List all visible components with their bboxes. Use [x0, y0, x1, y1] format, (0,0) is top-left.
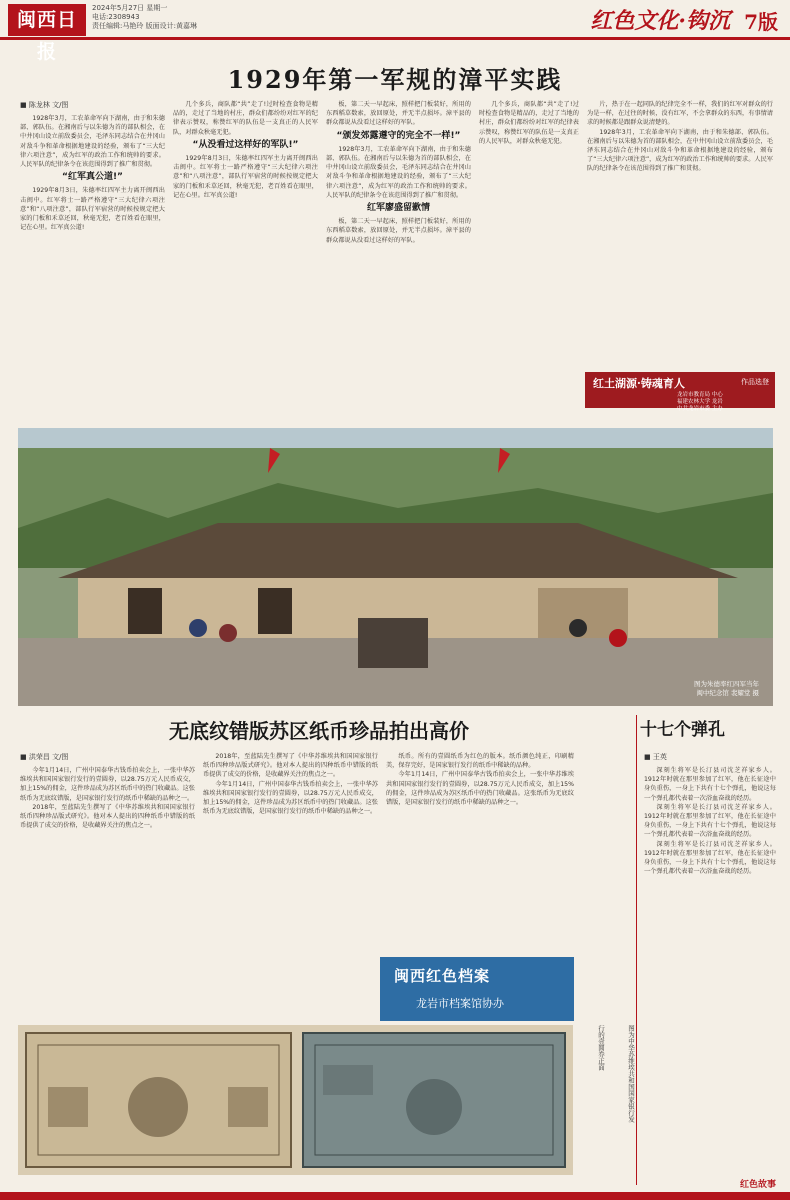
editor-line: 责任编辑:马艳玲 版面设计:黄嘉琳 [92, 22, 197, 30]
article2-column-2 [203, 752, 378, 1017]
photo-caption-line-2: 闽中纪念馆 裴耀堂 摄 [696, 689, 759, 697]
phone-line: 电话:2308943 [92, 13, 140, 21]
article1-text-6: 片，热于在一起同队的纪律完全不一样，我们的红军对群众的行为是一样，在过往的时候，没有红军，不会拿群众的东西，有事情请求的时候都是跟群众说清楚的。 [587, 101, 773, 127]
article1-column-4 [479, 100, 579, 414]
article1-subhead-4: 红军廖盛留歉情 [366, 203, 430, 214]
article1-column-3 [326, 100, 471, 414]
banknote-caption-1: 行的壹圆券正面 [597, 1025, 605, 1071]
article2-column-3 [386, 752, 574, 952]
series-banner [585, 372, 775, 412]
photo-caption [694, 680, 759, 698]
paper-logo: 闽西日报 [8, 4, 86, 36]
article2-text-1b: 2018年，至蓝陆先生撰写了《中华苏维埃共和国国家银行纸币四种珍品版式研究》。他对本人提出的四种纸币中错版的纸币提供了成交的价格，是收藏界关注的焦点之一。 [20, 803, 195, 830]
article1-text-6b: 1928年3月，工农革命军向下湖南，由于和朱德部、郭队伍。在湘南后与以朱德为首的部队相会，在中井冈山设立前敌委员会，毛泽东同志结合在井冈山对敌斗争和革命根据地建设的经验，颁布了“三大纪律六项注意”，成为红军的政治工作和统帅的要求。人民军队的纪律条令在该范围得到了推广和贯彻。 [587, 128, 773, 173]
article3-headline: 十七个弹孔 [640, 720, 725, 740]
article2-text-3: 纸币。所有的壹圆纸币为红色的版本。纸币颜色纯正，印刷精美，保存完好，是国家银行发行的纸币中稀缺的品种。 [386, 753, 574, 770]
banknote-illustration [18, 1025, 573, 1175]
article1-text-4: 板，第二天一早起床，照样把门板装好，所用的东西稻草数索，放回原处，并无半点损坏。漳平县的群众都说从没看过这样好的军队。 [326, 101, 471, 127]
article1-column-1 [20, 114, 165, 414]
article3-text-2: 深刻生将军是长汀县司沈芝祥家乡人。1912年时就在那里参加了红军，他在长征途中身负重伤，一身上下共有十七个弹孔，他说这每一个弹孔都代表着一次浴血奋战的经历。 [644, 803, 776, 839]
article1-text-2: 1929年8月3日，朱德率红四军主力离开闽西出击闽中。红军将士一路严格遵守“三大纪律六项注意”和“八项注意”，部队行军宿营的时候按规定把大家的门板和禾草还回，秋毫无犯，老百姓看在眼里，记在心里。红军真公道! [20, 187, 165, 232]
article2-text-2: 2018年，至蓝陆先生撰写了《中华苏维埃共和国国家银行纸币四种珍品版式研究》。他对本人提出的四种纸币中错版的纸币提供了成交的价格，是收藏界关注的焦点之一。 [203, 753, 378, 779]
archive-sub: 龙岩市档案馆协办 [416, 997, 504, 1010]
article3-body [644, 766, 776, 1161]
section-title: 红色文化·钩沉 [590, 8, 730, 34]
page-number: 7版 [744, 10, 778, 34]
banner-sponsor-3: 中共龙岩市委 主办 [677, 406, 723, 412]
column-divider [636, 715, 637, 1185]
archive-box [380, 957, 574, 1021]
article3-byline: ■ 王英 [644, 753, 667, 761]
article2-headline: 无底纹错版苏区纸币珍品拍出高价 [169, 719, 469, 743]
red-story-tag: 红色故事 [739, 1180, 776, 1190]
article1-text-3b: 1929年8月3日，朱德率红四军主力离开闽西出击闽中。红军将士一路严格遵守“三大纪律六项注意”和“八项注意”，部队行军宿营的时候按规定把大家的门板和禾草还回，秋毫无犯，老百姓看在眼里，记在心里。红军真公道! [173, 155, 318, 199]
article1-text-4b: 1928年3月，工农革命军向下湖南，由于和朱德部、郭队伍。在湘南后与以朱德为首的部队相会，在中井冈山设立前敌委员会，毛泽东同志结合在井冈山对敌斗争和革命根据地建设的经验，颁布了“三大纪律六项注意”，成为红军的政治工作和统帅的要求。人民军队的纪律条令在该范围得到了推广和贯彻。 [326, 145, 471, 199]
photo-caption-line-1: 图为朱德率红四军当年 [694, 680, 759, 688]
date-line: 2024年5月27日 星期一 [92, 4, 168, 12]
article2-text-3b: 今年1月14日，广州中国泰华古钱币拍卖会上，一张中华苏维埃共和国国家银行发行的壹圆券，以28.75万元人民币成交，加上15%的佣金，这件珍品成为苏区纸币中的热门收藏品。这张纸币为无底纹错版，是国家银行发行的纸币中稀缺的品种之一。 [386, 771, 574, 807]
article2-text-2b: 今年1月14日，广州中国泰华古钱币拍卖会上，一张中华苏维埃共和国国家银行发行的壹圆券，以28.75万元人民币成交，加上15%的佣金，这件珍品成为苏区纸币中的热门收藏品。这张纸币为无底纹错版，是国家银行发行的纸币中稀缺的品种之一。 [203, 780, 378, 816]
article2-text-1: 今年1月14日，广州中国泰华古钱币拍卖会上，一张中华苏维埃共和国国家银行发行的壹圆券，以28.75万元人民币成交，加上15%的佣金，这件珍品成为苏区纸币中的热门收藏品。这张纸币为无底纹错版，是国家银行发行的纸币中稀缺的品种之一。 [20, 767, 195, 802]
footer-line [0, 1192, 790, 1200]
article1-photo [18, 428, 773, 706]
article2-column-1 [20, 766, 195, 1016]
masthead-meta [92, 4, 197, 31]
article1-text-3: 几个多兵，商队都“共”走了!过时检查食物是精品的，走过了当地的村庄，群众们都纷纷对红军的纪律表示赞叹，称赞红军的队伍是一支真正的人民军队，对群众秋毫无犯。 [173, 101, 318, 136]
article1-text-1: 1928年3月，工农革命军向下湖南，由于和朱德部、郭队伍。在湘南后与以朱德为首的部队相会，在中井冈山设立前敌委员会，毛泽东同志结合在井冈山对敌斗争和革命根据地建设的经验，颁布了“三大纪律六项注意”，成为红军的政治工作和统帅的要求。人民军队的纪律条令在该范围得到了推广和贯彻。 [20, 115, 165, 169]
banner-sponsors [677, 392, 723, 413]
article3-text-1: 深刻生将军是长汀县司沈芝祥家乡人。1912年时就在那里参加了红军，他在长征途中身负重伤，一身上下共有十七个弹孔，他说这每一个弹孔都代表着一次浴血奋战的经历。 [644, 767, 776, 802]
article1-column-2 [173, 100, 318, 414]
article1-byline: ■ 陈龙林 文/图 [20, 101, 69, 109]
article1-text-4c: 板，第二天一早起床，照样把门板装好，所用的东西稻草数索，放回原处，并无半点损坏。漳平县的群众都说从没看过这样好的军队。 [326, 218, 471, 244]
banner-tag: 作品选登 [741, 378, 769, 386]
banknote-caption-2: 图为中华苏维埃共和国国家银行发 [627, 1025, 635, 1123]
banner-sponsor-1: 龙岩市教育局 中心 [677, 392, 723, 398]
banner-title: 红土湖源·铸魂育人 [593, 377, 685, 390]
article1-headline: 1929年第一军规的漳平实践 [227, 65, 563, 94]
article1-subhead-2: “从没看过这样好的军队!” [192, 139, 299, 150]
article2-byline: ■ 洪荣昌 文/图 [20, 753, 69, 761]
archive-title: 闽西红色档案 [394, 967, 491, 985]
article1-text-5: 几个多兵，商队都“共”走了!过时检查食物是精品的，走过了当地的村庄，群众们都纷纷对红军的纪律表示赞叹，称赞红军的队伍是一支真正的人民军队，对群众秋毫无犯。 [479, 101, 579, 145]
banner-sponsor-2: 福建农林大学 龙岩 [677, 399, 723, 405]
article1-column-5 [587, 100, 773, 368]
article1-subhead-3: “颁发郊露遵守的完全不一样!” [336, 130, 461, 141]
article1-subhead-1: “红军真公道!” [62, 172, 123, 183]
photo-illustration [18, 428, 773, 706]
article3-text-3: 深刻生将军是长汀县司沈芝祥家乡人。1912年时就在那里参加了红军，他在长征途中身负重伤，一身上下共有十七个弹孔，他说这每一个弹孔都代表着一次浴血奋战的经历。 [644, 840, 776, 876]
banknote-images [18, 1025, 573, 1175]
